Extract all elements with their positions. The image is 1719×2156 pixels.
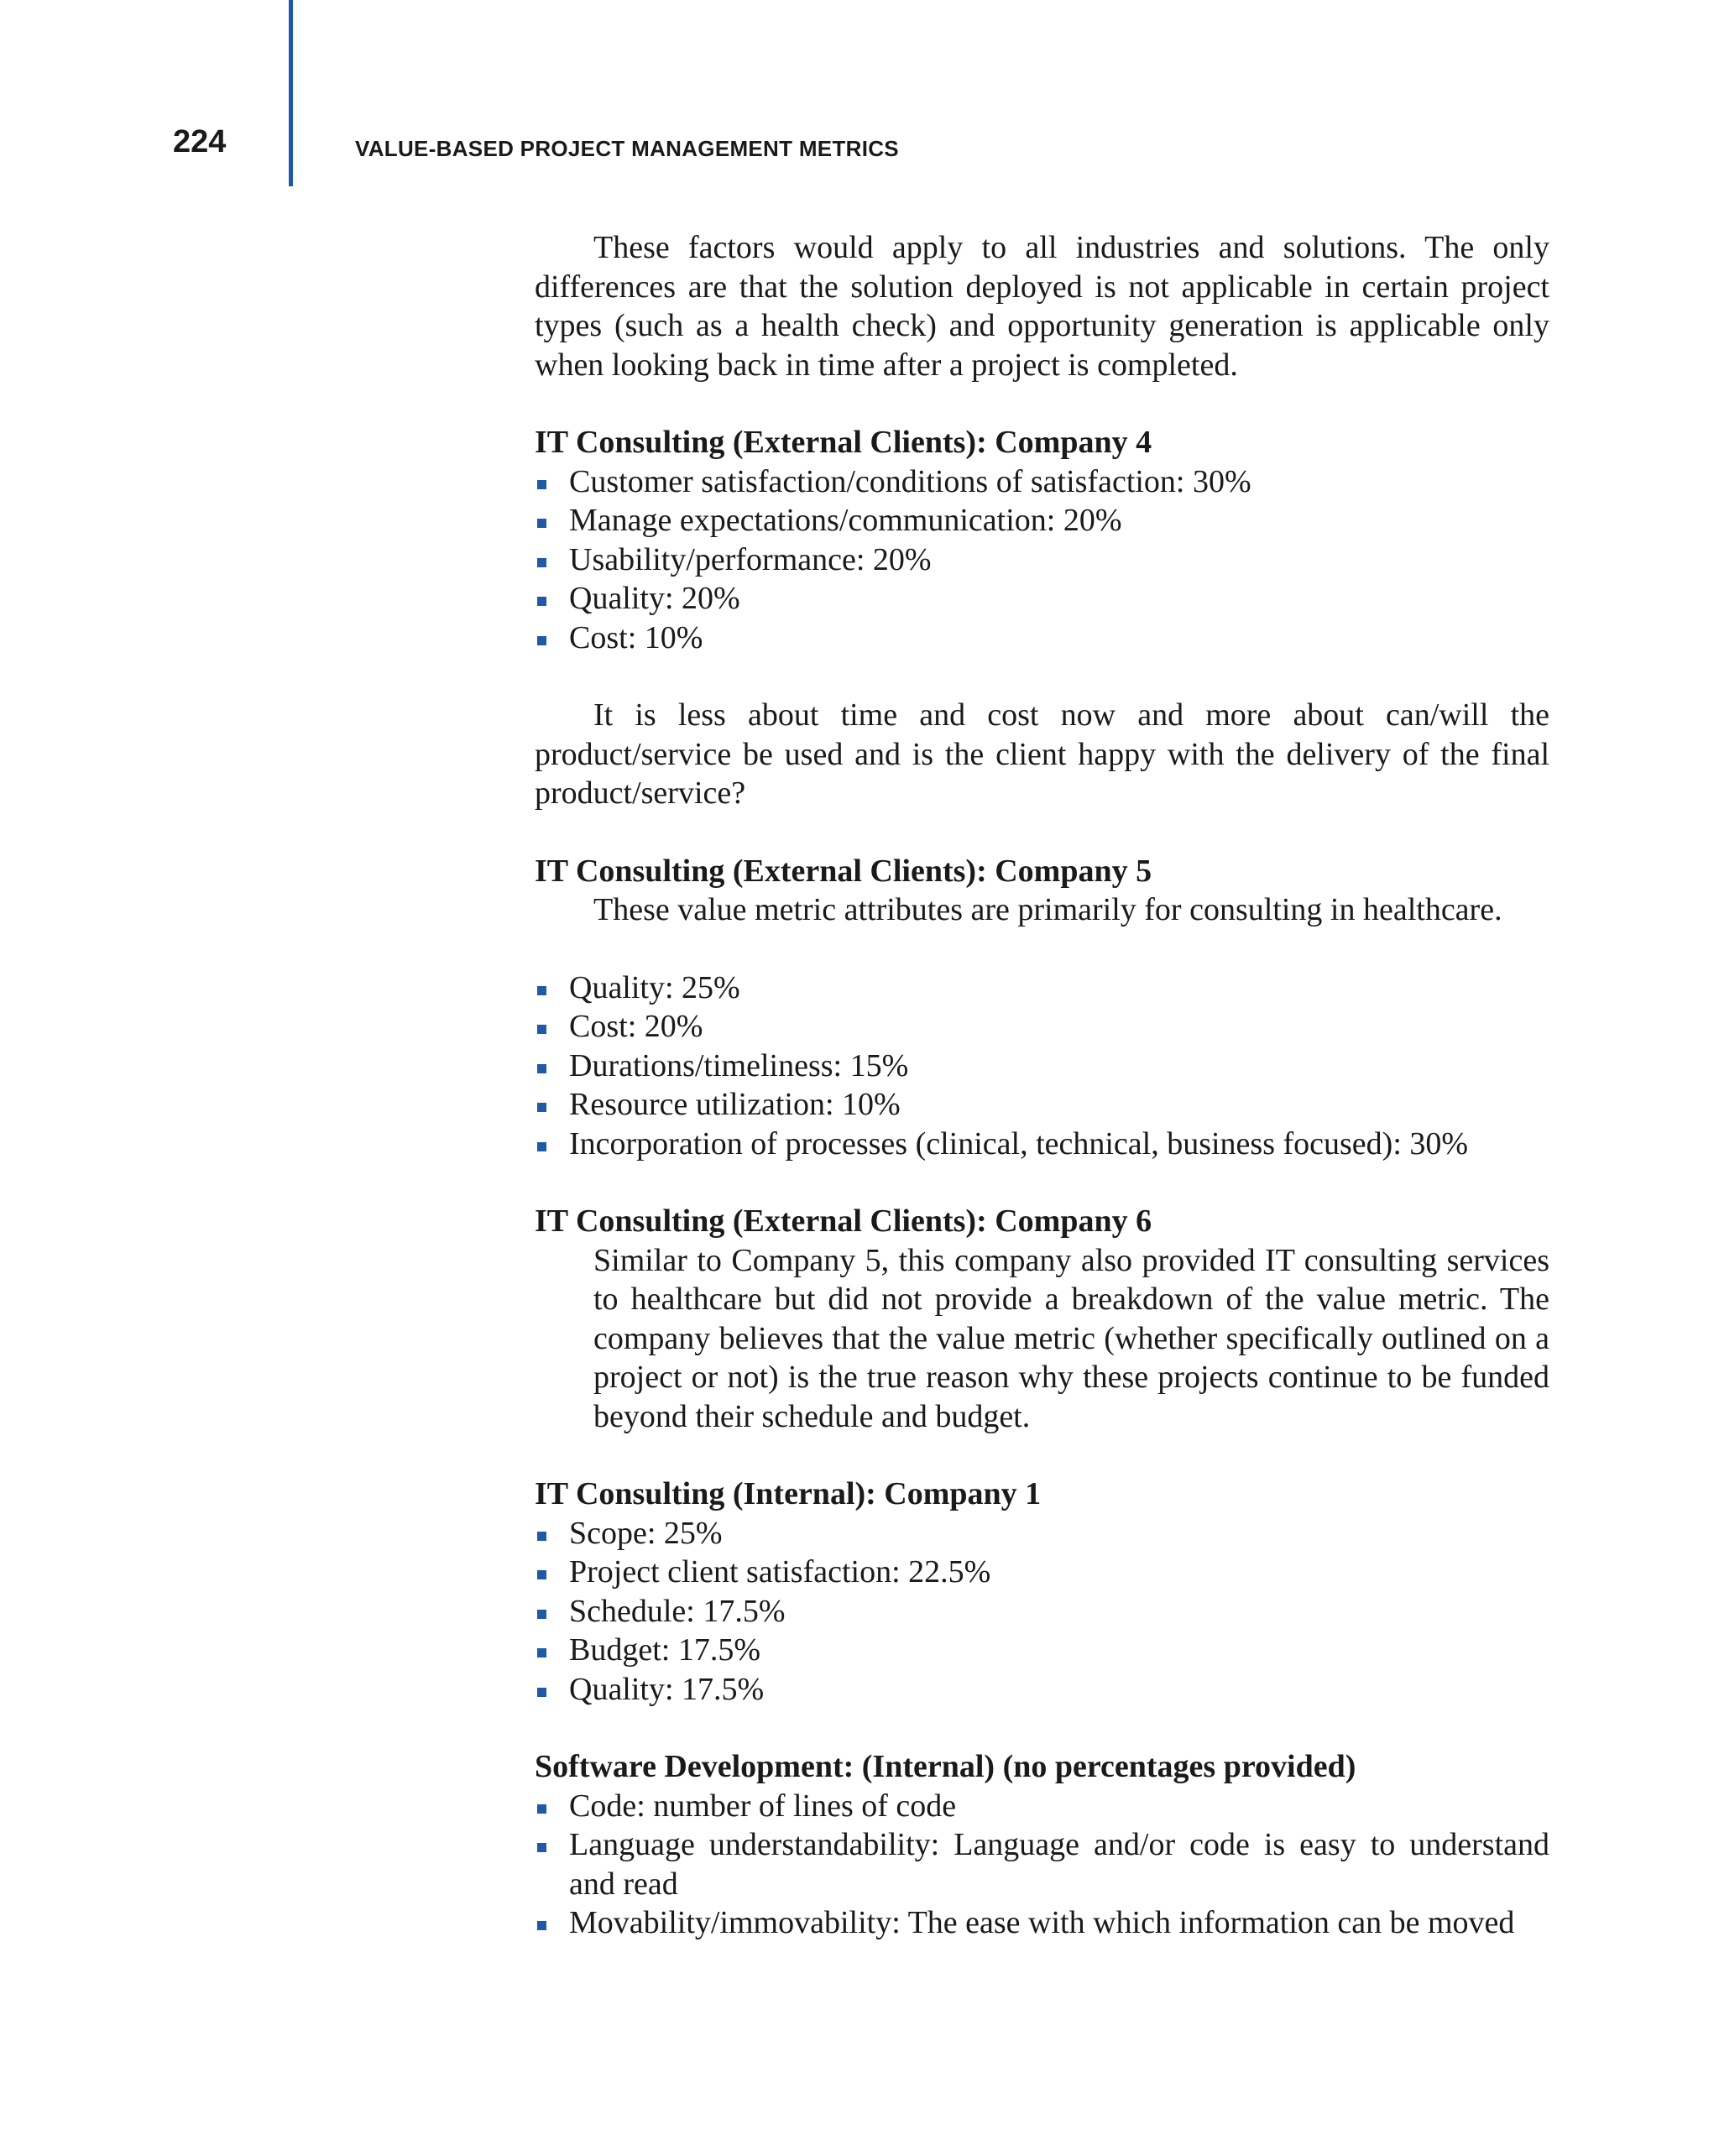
section-heading-company-4: IT Consulting (External Clients): Company 4 [535,425,1152,460]
list-item: Scope: 25% [535,1514,1549,1553]
list-item: Movability/immovability: The ease with which information can be moved [535,1903,1549,1943]
bullet-list-internal-company-1 [535,1514,1549,1710]
running-head: VALUE-BASED PROJECT MANAGEMENT METRICS [355,136,899,161]
list-item: Quality: 20% [535,579,1549,619]
list-item: Cost: 20% [535,1007,1549,1047]
bullet-list-company-4 [535,462,1549,658]
bullet-list-company-5 [535,968,1549,1164]
section-heading-company-5: IT Consulting (External Clients): Company 5 [535,853,1152,889]
list-item: Schedule: 17.5% [535,1592,1549,1631]
list-item: Budget: 17.5% [535,1631,1549,1670]
page-body [535,228,1549,1943]
list-item: Quality: 17.5% [535,1670,1549,1710]
list-item: Code: number of lines of code [535,1787,1549,1826]
section-heading-internal-company-1: IT Consulting (Internal): Company 1 [535,1476,1042,1511]
list-item: Project client satisfaction: 22.5% [535,1553,1549,1592]
list-item: Language understandability: Language and/or code is easy to understand and read [535,1825,1549,1903]
list-item: Incorporation of processes (clinical, technical, business focused): 30% [535,1125,1549,1164]
list-item: Quality: 25% [535,968,1549,1008]
list-item: Customer satisfaction/conditions of satisfaction: 30% [535,462,1549,502]
section-heading-software-development: Software Development: (Internal) (no percentages provided) [535,1749,1356,1784]
header-rule [289,0,293,186]
company-5-note: These value metric attributes are primarily for consulting in healthcare. [593,892,1502,927]
intro-paragraph: These factors would apply to all industries and solutions. The only differences are that the solution deployed is not applicable in certain project types (such as a health check) and opportunity generation is applicable only when looking back in time after a project is completed. [535,230,1549,383]
section-heading-company-6: IT Consulting (External Clients): Company 6 [535,1203,1152,1239]
list-item: Manage expectations/communication: 20% [535,501,1549,540]
company-6-paragraph: Similar to Company 5, this company also provided IT consulting services to healthcare but did not provide a breakdown of the value metric. The company believes that the value metric (whether specifically outlined on a project or not) is the true reason why these projects continue to be funded beyond their schedule and budget. [593,1242,1549,1434]
list-item: Resource utilization: 10% [535,1085,1549,1125]
company-4-paragraph: It is less about time and cost now and more about can/will the product/service be used and is the client happy with the delivery of the final product/service? [535,697,1549,811]
list-item: Cost: 10% [535,619,1549,658]
list-item: Durations/timeliness: 15% [535,1047,1549,1086]
bullet-list-software-development [535,1787,1549,1943]
list-item: Usability/performance: 20% [535,540,1549,580]
page-number: 224 [173,124,227,159]
